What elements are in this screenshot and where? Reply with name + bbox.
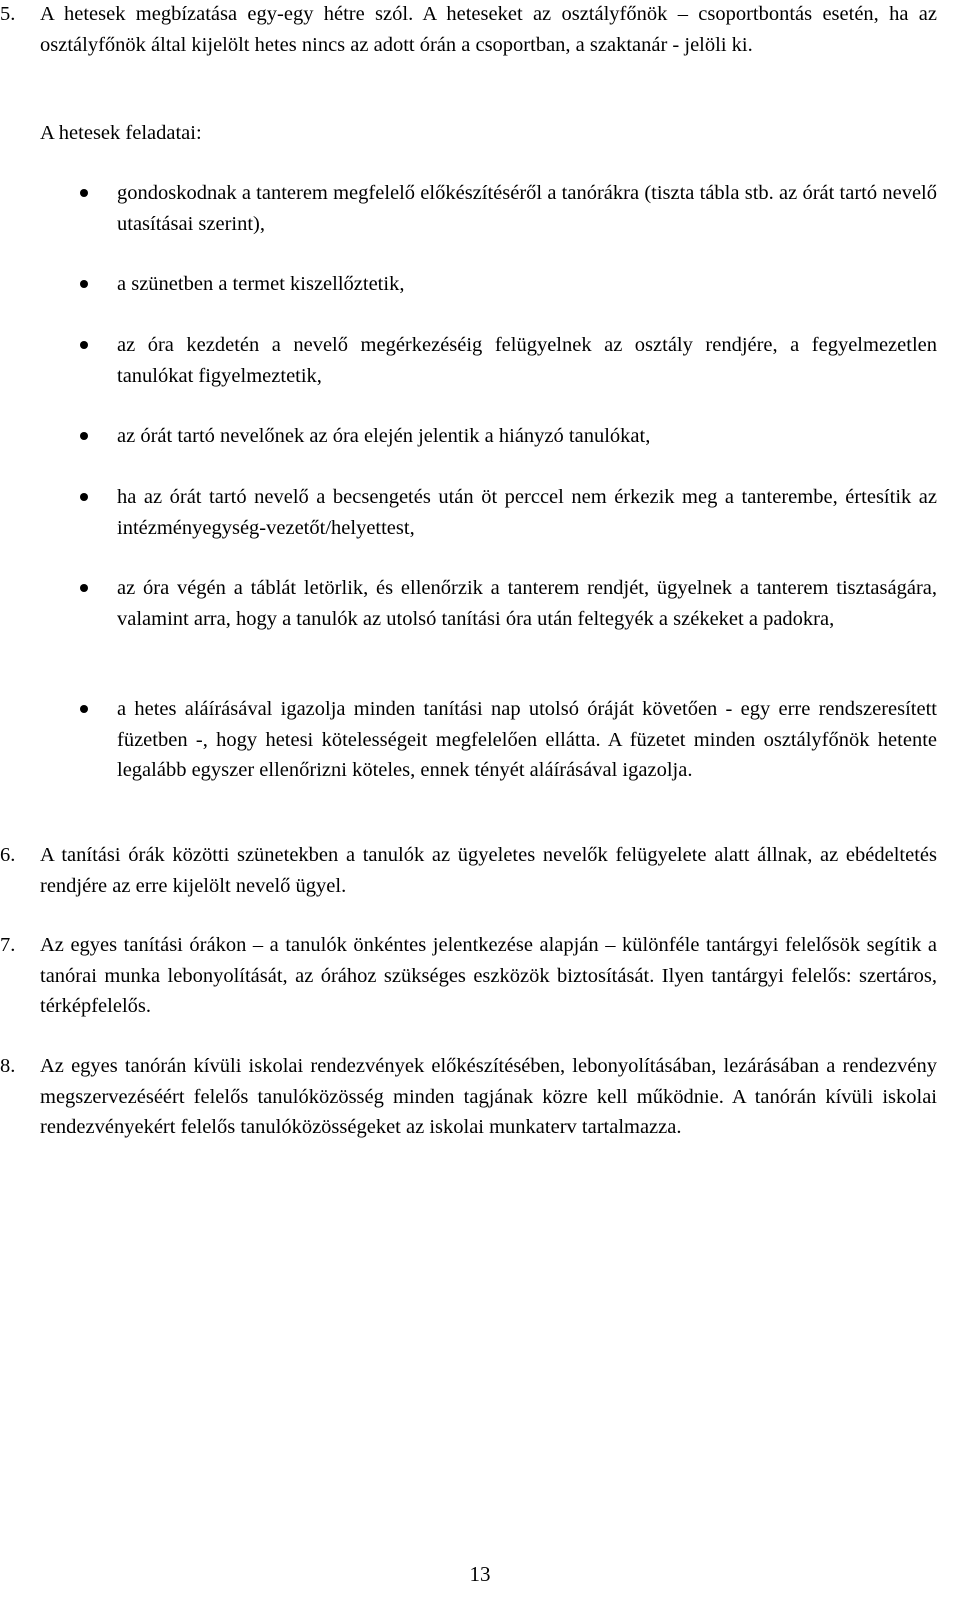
bullet-icon xyxy=(80,341,88,349)
item-number: 7. xyxy=(0,934,16,956)
bullet-icon xyxy=(80,584,88,592)
bullet-icon xyxy=(80,493,88,501)
item-number: 6. xyxy=(0,844,16,866)
numbered-item-5 xyxy=(0,0,937,60)
numbered-item-6 xyxy=(0,840,937,901)
bullet-text: a szünetben a termet kiszellőztetik, xyxy=(117,273,405,295)
bullet-icon xyxy=(80,189,88,197)
bullet-item xyxy=(117,482,937,543)
bullet-text: az óra kezdetén a nevelő megérkezéséig felügyelnek az osztály rendjére, a fegyelmezetlen tanulókat figyelmeztetik, xyxy=(117,334,937,387)
bullet-icon xyxy=(80,432,88,440)
bullet-item xyxy=(117,421,937,452)
bullet-item xyxy=(117,269,937,300)
item-text: A tanítási órák közötti szünetekben a tanulók az ügyeletes nevelők felügyelete alatt állnak, az ebédeltetés rendjére az erre kijelölt nevelő ügyel. xyxy=(40,844,937,897)
bullet-text: az óra végén a táblát letörlik, és ellenőrzik a tanterem rendjét, ügyelnek a tanterem tisztaságára, valamint arra, hogy a tanulók az utolsó tanítási óra után feltegyék a székeket a padokra, xyxy=(117,577,937,630)
bullet-item xyxy=(117,178,937,239)
bullet-text: az órát tartó nevelőnek az óra elején jelentik a hiányzó tanulókat, xyxy=(117,425,651,447)
duties-title: A hetesek feladatai: xyxy=(40,122,202,144)
bullet-icon xyxy=(80,280,88,288)
item-text: Az egyes tanórán kívüli iskolai rendezvények előkészítésében, lebonyolításában, lezárásában a rendezvény megszervezéséért felelős tanulóközösség minden tagjának közre kell működnie. A tanórán kívüli iskolai rendezvényekért felelős tanulóközösségeket az iskolai munkaterv tartalmazza. xyxy=(40,1055,937,1138)
numbered-item-7 xyxy=(0,930,937,1022)
bullet-text: ha az órát tartó nevelő a becsengetés után öt perccel nem érkezik meg a tanterembe, értesítik az intézményegység-vezetőt/helyettest, xyxy=(117,486,937,539)
item-number: 5. xyxy=(0,3,16,25)
page-number: 13 xyxy=(469,1562,491,1586)
item-text: A hetesek megbízatása egy-egy hétre szól. A heteseket az osztályfőnök – csoportbontás esetén, ha az osztályfőnök által kijelölt hetes nincs az adott órán a csoportban, a szaktanár - jelöli ki. xyxy=(40,3,937,56)
item-number: 8. xyxy=(0,1055,16,1077)
bullet-icon xyxy=(80,705,88,713)
bullet-text: a hetes aláírásával igazolja minden tanítási nap utolsó óráját követően - egy erre rendszeresített füzetben -, hogy hetesi kötelességeit megfelelően ellátta. A füzetet minden osztályfőnök hetente legalább egyszer ellenőrizni köteles, ennek tényét aláírásával igazolja. xyxy=(117,698,937,781)
bullet-text: gondoskodnak a tanterem megfelelő előkészítéséről a tanórákra (tiszta tábla stb. az órát tartó nevelő utasításai szerint), xyxy=(117,182,937,235)
numbered-item-8 xyxy=(0,1051,937,1143)
item-text: Az egyes tanítási órákon – a tanulók önkéntes jelentkezése alapján – különféle tantárgyi felelősök segítik a tanórai munka lebonyolítását, az órához szükséges eszközök biztosítását. Ilyen tantárgyi felelős: szertáros, térképfelelős. xyxy=(40,934,937,1017)
bullet-item xyxy=(117,330,937,391)
bullet-item xyxy=(117,694,937,786)
bullet-item xyxy=(117,573,937,634)
